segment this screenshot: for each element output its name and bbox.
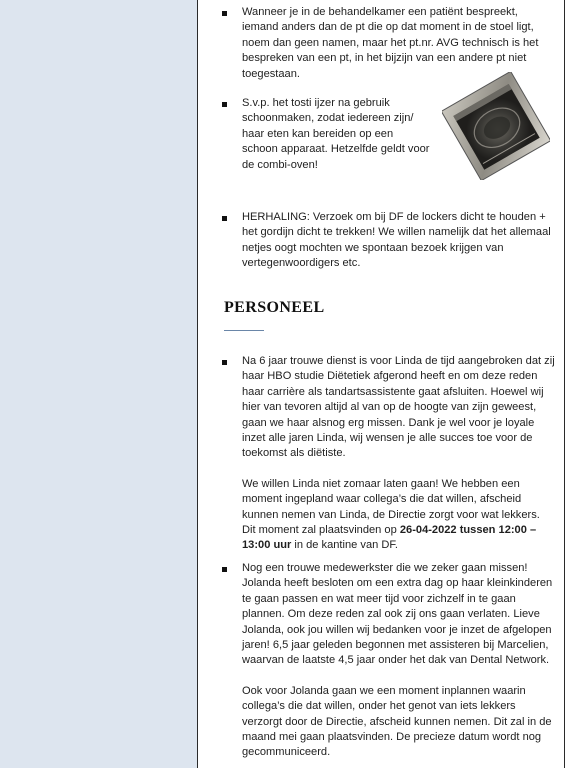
paragraph: Ook voor Jolanda gaan we een moment inplannen waarin collega’s die dat willen, onder het genot van iets lekkers verzorgt door de Directie, afscheid kunnen nemen. Dit zal in de maand mei gaan plaatsvinden. De precieze datum wordt nog gecommuniceerd. (242, 684, 552, 759)
paragraph: Na 6 jaar trouwe dienst is voor Linda de tijd aangebroken dat zij haar HBO studie Diëtetiek afgerond heeft en om deze reden haar carrière als tandartsassistente gaat afsluiten. Hoewel wij hier van tevoren altijd al van op de hoogte van zijn geweest, gaan we haar alsnog erg missen. Dank je wel voor je loyale inzet alle jaren Linda, wij wensen je alle succes toe voor de toekomst als diëtiste. (242, 355, 555, 460)
list-item (226, 354, 556, 554)
bullet-marker (222, 360, 227, 365)
bullet-marker (222, 567, 227, 572)
bullet-text: HERHALING: Verzoek om bij DF de lockers dicht te houden + het gordijn dicht te trekken! We willen namelijk dat het allemaal netjes oogt mochten we spontaan bezoek krijgen van vertegenwoordigers etc. (242, 211, 551, 270)
bullet-text: S.v.p. het tosti ijzer na gebruik schoonmaken, zodat iedereen zijn/ haar eten kan bereiden op een schoon apparaat. Hetzelfde geldt voor de combi-oven! (242, 97, 430, 171)
paragraph (242, 477, 556, 554)
list-item (226, 210, 556, 272)
bullet-marker (222, 11, 227, 16)
right-border-rule (564, 0, 565, 768)
document-page (198, 0, 564, 768)
toaster-photo (442, 72, 550, 180)
section-underline (224, 330, 264, 331)
list-item (226, 561, 556, 761)
bullet-marker (222, 102, 227, 107)
paragraph-text: We willen Linda niet zomaar laten gaan! We hebben een moment ingepland waar collega’s die dat willen, afscheid kunnen nemen van Linda, de Directie zorgt voor wat lekkers. Dit moment zal plaatsvinden op (242, 477, 540, 537)
bold-date-time: 26-04-2022 tussen 12:00 – 13:00 uur (242, 524, 537, 552)
bullet-text (242, 561, 556, 761)
left-sidebar-panel (0, 0, 198, 768)
bullet-text (242, 354, 556, 554)
bullet-text: Wanneer je in de behandelkamer een patiënt bespreekt, iemand anders dan de pt die op dat moment in de stoel ligt, noem dan geen namen, maar het pt.nr. AVG technisch is het bespreken van een pt, in het bijzijn van een andere pt niet toegestaan. (242, 6, 539, 80)
paragraph-text: in de kantine van DF. (291, 539, 399, 552)
section-title: PERSONEEL (224, 299, 325, 316)
bullet-marker (222, 216, 227, 221)
list-item (226, 96, 430, 173)
list-item (226, 5, 556, 82)
paragraph: Nog een trouwe medewerkster die we zeker gaan missen! Jolanda heeft besloten om een extra dag op haar kleinkinderen te gaan passen en wat meer tijd voor zichzelf in te gaan plannen. Om deze reden zal ook zij ons gaan verlaten. Lieve Jolanda, ook jou willen wij bedanken voor je inzet de afgelopen jaren! 6,5 jaar geleden begonnen met assisteren bij Marcelien, waarvan de laatste 4,5 jaar onder het dak van Dental Network. (242, 562, 553, 667)
